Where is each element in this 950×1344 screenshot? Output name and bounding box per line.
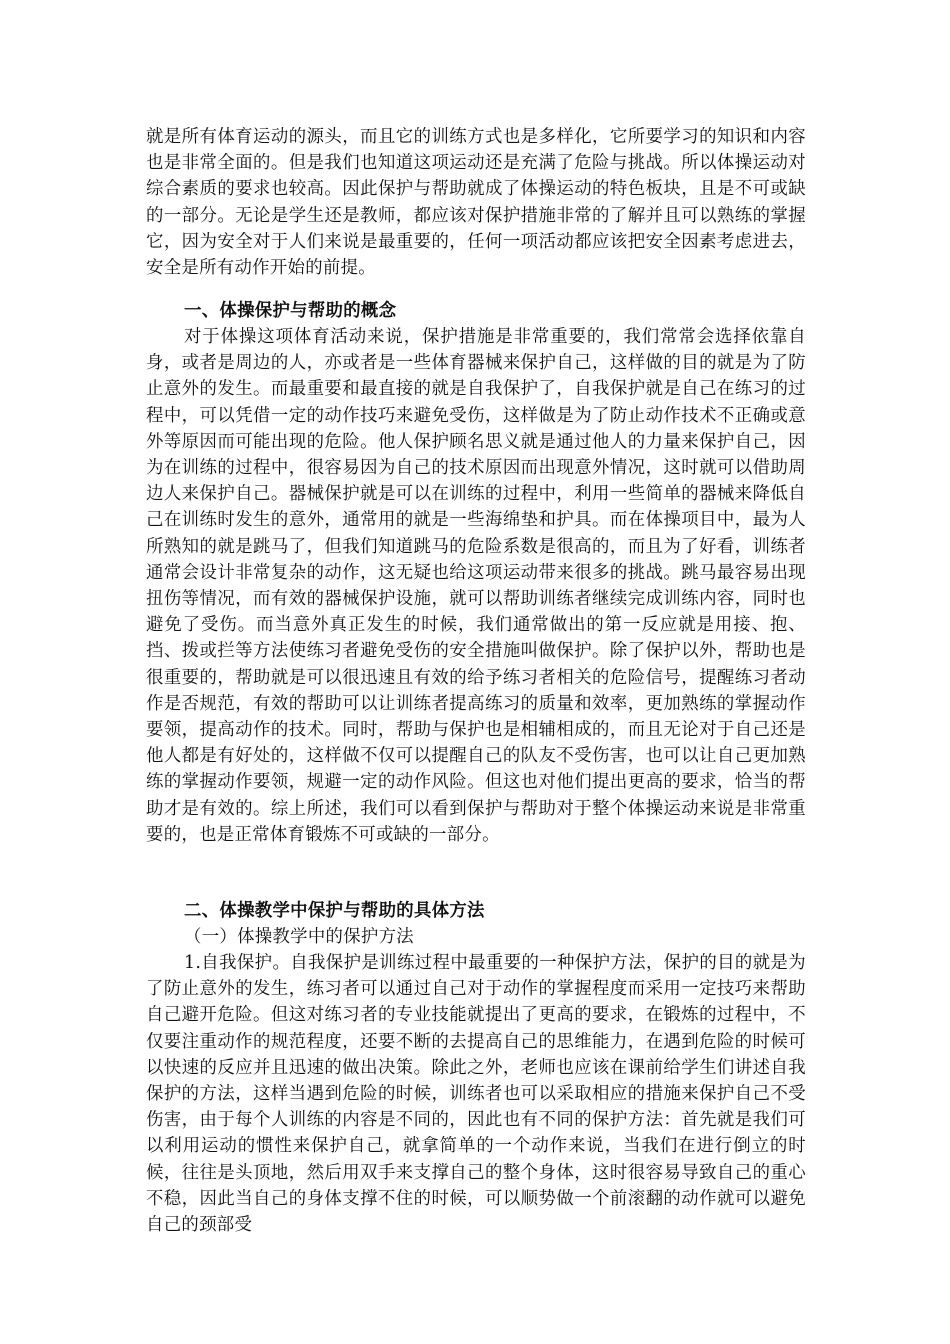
section-2-heading: 二、体操教学中保护与帮助的具体方法	[184, 901, 485, 921]
section-1-heading: 一、体操保护与帮助的概念	[184, 301, 397, 321]
section-1-paragraph: 对于体操这项体育活动来说，保护措施是非常重要的，我们常常会选择依靠自身，或者是周边的人，亦或者是一些体育器械来保护自己，这样做的目的就是为了防止意外的发生。而最重要和最直接的就是自我保护了，自我保护就是自己在练习的过程中，可以凭借一定的动作技巧来避免受伤，这样做是为了防止动作技术不正确或意外等原因而可能出现的危险。他人保护顾名思义就是通过他人的力量来保护自己，因为在训练的过程中，很容易因为自己的技术原因而出现意外情况，这时就可以借助周边人来保护自己。器械保护就是可以在训练的过程中，利用一些简单的器械来降低自己在训练时发生的意外，通常用的就是一些海绵垫和护具。而在体操项目中，最为人所熟知的就是跳马了，但我们知道跳马的危险系数是很高的，而且为了好看，训练者通常会设计非常复杂的动作，这无疑也给这项运动带来很多的挑战。跳马最容易出现扭伤等情况，而有效的器械保护设施，就可以帮助训练者继续完成训练内容，同时也避免了受伤。而当意外真正发生的时候，我们通常做出的第一反应就是用接、抱、挡、拨或拦等方法使练习者避免受伤的安全措施叫做保护。除了保护以外，帮助也是很重要的，帮助就是可以很迅速且有效的给予练习者相关的危险信号，提醒练习者动作是否规范，有效的帮助可以让训练者提高练习的质量和效率，更加熟练的掌握动作要领，提高动作的技术。同时，帮助与保护也是相辅相成的，而且无论对于自己还是他人都是有好处的，这样做不仅可以提醒自己的队友不受伤害，也可以让自己更加熟练的掌握动作要领，规避一定的动作风险。但这也对他们提出更高的要求，恰当的帮助才是有效的。综上所述，我们可以看到保护与帮助对于整个体操运动来说是非常重要的，也是正常体育锻炼不可或缺的一部分。	[146, 327, 806, 845]
section-1-block	[146, 324, 806, 848]
section-2-paragraph: 1.自我保护。自我保护是训练过程中最重要的一种保护方法，保护的目的就是为了防止意外的发生，练习者可以通过自己对于动作的掌握程度而采用一定技巧来帮助自己避开危险。但这对练习者的专业技能就提出了更高的要求，在锻炼的过程中，不仅要注重动作的规范程度，还要不断的去提高自己的思维能力，在遇到危险的时候可以快速的反应并且迅速的做出决策。除此之外，老师也应该在课前给学生们讲述自我保护的方法，这样当遇到危险的时候，训练者也可以采取相应的措施来保护自己不受伤害，由于每个人训练的内容是不同的，因此也有不同的保护方法：首先就是我们可以利用运动的惯性来保护自己，就拿简单的一个动作来说，当我们在进行倒立的时候，往往是头顶地，然后用双手来支撑自己的整个身体，这时很容易导致自己的重心不稳，因此当自己的身体支撑不住的时候，可以顺势做一个前滚翻的动作就可以避免自己的颈部受	[146, 953, 806, 1236]
intro-paragraph-block	[146, 124, 806, 281]
intro-paragraph: 就是所有体育运动的源头，而且它的训练方式也是多样化，它所要学习的知识和内容也是非常全面的。但是我们也知道这项运动还是充满了危险与挑战。所以体操运动对综合素质的要求也较高。因此保护与帮助就成了体操运动的特色板块，且是不可或缺的一部分。无论是学生还是教师，都应该对保护措施非常的了解并且可以熟练的掌握它，因为安全对于人们来说是最重要的，任何一项活动都应该把安全因素考虑进去，安全是所有动作开始的前提。	[146, 127, 806, 279]
section-2-subheading: （一）体操教学中的保护方法	[184, 927, 414, 947]
section-2-block	[146, 950, 806, 1238]
